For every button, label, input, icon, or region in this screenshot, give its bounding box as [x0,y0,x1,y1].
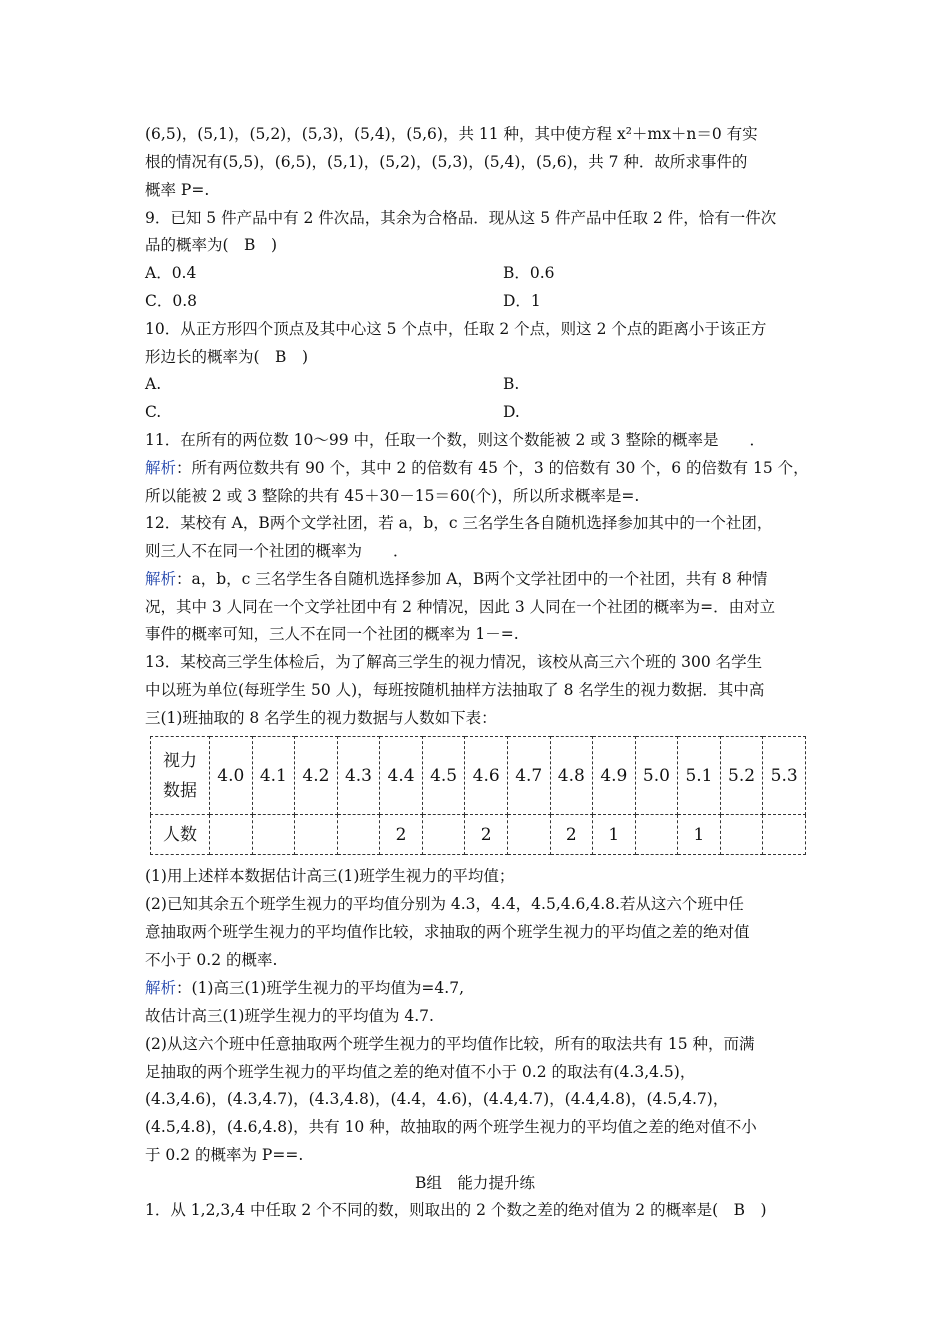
table-cell: 4.3 [337,737,380,815]
table-cell [507,815,550,855]
table-cell: 4.8 [550,737,593,815]
q12-solution-cont: 事件的概率可知，三人不在同一个社团的概率为 1－=. [145,625,519,643]
q13-solution-cont: (4.3,4.6)，(4.3,4.7)，(4.3,4.8)，(4.4，4.6)，(4.4,4.7)，(4.4,4.8)，(4.5,4.7)， [145,1090,729,1108]
solution-text: ：(1)高三(1)班学生视力的平均值为=4.7, [176,979,464,997]
q11-solution-cont: 所以能被 2 或 3 整除的共有 45＋30－15＝60(个)，所以所求概率是=. [145,487,640,505]
table-cell: 1 [678,815,721,855]
table-cell: 5.1 [678,737,721,815]
question-13: 13．某校高三学生体检后，为了解高三学生的视力情况，该校从高三六个班的 300 名学生 [145,653,763,671]
question-9-cont: 品的概率为( B ) [145,236,277,254]
table-cell: 4.5 [422,737,465,815]
q13-part-2-cont: 不小于 0.2 的概率. [145,951,278,969]
table-cell: 4.0 [210,737,253,815]
table-header-vision [151,737,210,815]
table-cell: 1 [593,815,636,855]
table-cell [252,815,295,855]
table-cell: 5.0 [635,737,678,815]
q9-option-b: B．0.6 [503,264,555,282]
header-text: 数据 [163,780,197,801]
solution-text: ：所有两位数共有 90 个，其中 2 的倍数有 45 个，3 的倍数有 30 个，6 的倍数有 15 个， [176,459,809,477]
q13-solution-cont: 于 0.2 的概率为 P==. [145,1146,304,1164]
table-row-vision [151,737,806,815]
q13-solution-cont: 故估计高三(1)班学生视力的平均值为 4.7. [145,1007,434,1025]
q12-solution [145,569,768,589]
solution-text: ：a，b，c 三名学生各自随机选择参加 A，B两个文学社团中的一个社团，共有 8 种情 [176,570,768,588]
solution-label: 解析 [145,570,177,588]
question-12-cont: 则三人不在同一个社团的概率为 ． [145,542,409,560]
text-line: (6,5)，(5,1)，(5,2)，(5,3)，(5,4)，(5,6)，共 11 种，其中使方程 x²＋mx＋n＝0 有实 [145,125,758,143]
q9-option-d: D．1 [503,292,541,310]
table-cell: 2 [465,815,508,855]
q13-solution-cont: (2)从这六个班中任意抽取两个班学生视力的平均值作比较，所有的取法共有 15 种，而满 [145,1035,755,1053]
question-11: 11．在所有的两位数 10～99 中，任取一个数，则这个数能被 2 或 3 整除的概率是 ． [145,431,765,449]
question-12: 12．某校有 A，B两个文学社团，若 a，b，c 三名学生各自随机选择参加其中的一个社团， [145,514,773,532]
solution-label: 解析 [145,459,177,477]
table-cell: 2 [380,815,423,855]
table-cell: 5.3 [763,737,806,815]
q13-part-2-cont: 意抽取两个班学生视力的平均值作比较，求抽取的两个班学生视力的平均值之差的绝对值 [145,923,750,941]
q12-solution-cont: 况，其中 3 人同在一个文学社团中有 2 种情况，因此 3 人同在一个社团的概率为=．由对立 [145,598,776,616]
solution-label: 解析 [145,979,177,997]
q13-solution-cont: 足抽取的两个班学生视力的平均值之差的绝对值不小于 0.2 的取法有(4.3,4.5)， [145,1063,696,1081]
table-cell: 4.6 [465,737,508,815]
table-cell: 4.2 [295,737,338,815]
question-9: 9．已知 5 件产品中有 2 件次品，其余为合格品．现从这 5 件产品中任取 2 件，恰有一件次 [145,209,777,227]
q10-option-b: B. [503,375,520,393]
table-cell: 2 [550,815,593,855]
table-cell [337,815,380,855]
text-line: 根的情况有(5,5)，(6,5)，(5,1)，(5,2)，(5,3)，(5,4)，(5,6)，共 7 种．故所求事件的 [145,153,748,171]
header-text: 视力 [163,750,197,771]
table-cell: 4.1 [252,737,295,815]
table-cell [422,815,465,855]
section-heading: B组 能力提升练 [415,1174,535,1192]
question-10: 10．从正方形四个顶点及其中心这 5 个点中，任取 2 个点，则这 2 个点的距离小于该正方 [145,320,767,338]
table-header-count: 人数 [151,815,210,855]
table-cell [720,815,763,855]
q13-solution-cont: (4.5,4.8)，(4.6,4.8)，共有 10 种，故抽取的两个班学生视力的平均值之差的绝对值不小 [145,1118,757,1136]
q13-part-1: (1)用上述样本数据估计高三(1)班学生视力的平均值； [145,867,515,885]
table-row-counts [151,815,806,855]
q11-solution [145,458,809,478]
q10-option-a: A. [145,375,162,393]
table-cell: 4.7 [507,737,550,815]
q9-option-a: A．0.4 [145,264,197,282]
table-cell [763,815,806,855]
table-cell [635,815,678,855]
table-cell: 4.4 [380,737,423,815]
table-cell: 4.9 [593,737,636,815]
q9-option-c: C．0.8 [145,292,198,310]
question-b1: 1．从 1,2,3,4 中任取 2 个不同的数，则取出的 2 个数之差的绝对值为 2 的概率是( B ) [145,1201,767,1219]
q13-part-2: (2)已知其余五个班学生视力的平均值分别为 4.3，4.4，4.5,4.6,4.8.若从这六个班中任 [145,895,744,913]
table-cell: 5.2 [720,737,763,815]
q10-option-d: D. [503,403,520,421]
table-cell [210,815,253,855]
vision-data-table [150,736,806,855]
table-cell [295,815,338,855]
question-10-cont: 形边长的概率为( B ) [145,348,308,366]
text-line: 概率 P=. [145,181,210,199]
question-13-cont: 三(1)班抽取的 8 名学生的视力数据与人数如下表： [145,709,497,727]
q10-option-c: C. [145,403,162,421]
question-13-cont: 中以班为单位(每班学生 50 人)，每班按随机抽样方法抽取了 8 名学生的视力数据．其中高 [145,681,765,699]
q13-solution [145,978,464,998]
